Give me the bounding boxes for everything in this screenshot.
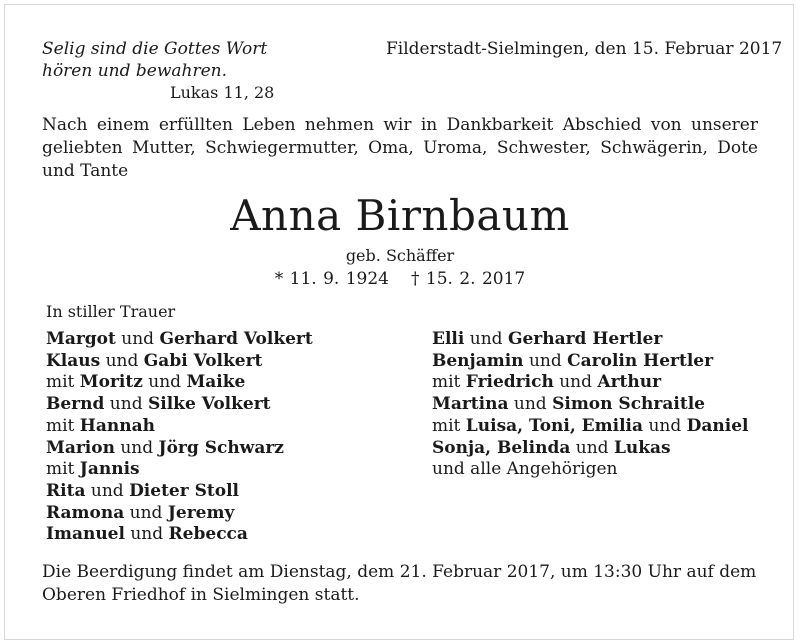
mourners-right-column [432,329,748,481]
mourner-prefix: mit [432,372,461,393]
mourners-left-column [46,329,313,546]
mourner-conjunction: und [120,437,154,458]
bible-motto [42,38,274,104]
birth-name: geb. Schäffer [345,246,455,265]
mourner-name: Dieter Stoll [129,480,240,501]
motto-reference: Lukas 11, 28 [170,83,275,102]
mourner-line [46,503,313,525]
mourner-name: Benjamin [432,350,524,371]
mourner-name: Marion [46,437,115,458]
mourner-name: Luisa, Toni, Emilia [465,415,644,436]
mourner-name: Imanuel [46,524,125,545]
mourner-conjunction: und [559,372,592,393]
mourner-name: Gerhard Hertler [507,329,663,349]
mourner-name: Jörg Schwarz [158,437,284,458]
birth-date: * 11. 9. 1924 [274,269,389,289]
mourner-conjunction: und [575,437,609,458]
mourner-prefix: mit [46,459,75,480]
mourner-name: Gabi Volkert [143,350,263,371]
mourner-conjunction: und [513,394,547,415]
mourner-conjunction: und [130,524,164,545]
mourner-name: Maike [186,372,246,393]
mourner-name: Jeremy [167,502,235,523]
life-dates [0,268,800,290]
mourner-text: und alle Angehörigen [432,459,618,480]
mourner-conjunction: und [90,480,124,501]
mourner-line [432,372,748,394]
mourner-name: Ramona [46,502,125,523]
mourner-name: Bernd [46,394,105,415]
mourner-name: Elli [432,329,465,349]
mourner-line [46,329,313,351]
mourner-name: Margot [46,329,116,349]
mourner-line [46,416,313,438]
mourner-conjunction: und [528,350,562,371]
mourner-name: Rita [46,480,86,501]
motto-line-1: Selig sind die Gottes Wort [42,39,268,59]
mourner-prefix: mit [432,415,461,436]
mourner-name: Carolin Hertler [567,350,714,371]
mourner-line [46,459,313,481]
mourner-conjunction: und [129,502,163,523]
mourner-name: Martina [432,394,509,415]
mourner-conjunction: und [105,350,139,371]
mourner-prefix: mit [46,415,75,436]
mourner-line [432,329,748,351]
mourner-line [46,524,313,546]
mourner-line [432,438,748,460]
mourner-conjunction: und [121,329,155,349]
mourner-line [432,459,748,481]
mourner-line [46,351,313,373]
mourner-name: Arthur [597,372,662,393]
mourner-conjunction: und [469,329,503,349]
mourner-line [46,372,313,394]
mourner-name: Gerhard Volkert [159,329,313,349]
mourner-line [46,394,313,416]
mourner-name: Lukas [613,437,671,458]
mourner-line [46,481,313,503]
mourner-name: Klaus [46,350,101,371]
mourner-name: Silke Volkert [147,394,271,415]
mourner-name: Rebecca [168,524,248,545]
mourner-name: Sonja, Belinda [432,437,571,458]
death-date: † 15. 2. 2017 [411,269,526,289]
mourner-line [432,394,748,416]
mourner-line [46,438,313,460]
mourner-conjunction: und [648,415,682,436]
mourner-name: Moritz [79,372,143,393]
mourner-name: Daniel [686,415,749,436]
mourner-name: Simon Schraitle [552,394,705,415]
deceased-name: Anna Birnbaum [230,191,570,240]
mourner-line [432,416,748,438]
motto-line-2: hören und bewahren. [42,61,228,81]
mourner-conjunction: und [148,372,182,393]
mourner-conjunction: und [109,394,143,415]
mourner-name: Friedrich [465,372,554,393]
intro-text: Nach einem erfüllten Leben nehmen wir in Dankbarkeit Abschied von unserer geliebten Mutter, Schwiegermutter, Oma, Uroma, Schwester, Schwägerin, Dote und Tante [42,115,758,181]
mourner-line [432,351,748,373]
mourner-prefix: mit [46,372,75,393]
funeral-info: Die Beerdigung findet am Dienstag, dem 21. Februar 2017, um 13:30 Uhr auf dem Oberen Friedhof in Sielmingen statt. [42,562,757,605]
mourning-label: In stiller Trauer [46,302,176,321]
place-date: Filderstadt-Sielmingen, den 15. Februar 2017 [386,39,783,59]
mourner-name: Hannah [79,415,155,436]
mourner-name: Jannis [79,459,140,480]
